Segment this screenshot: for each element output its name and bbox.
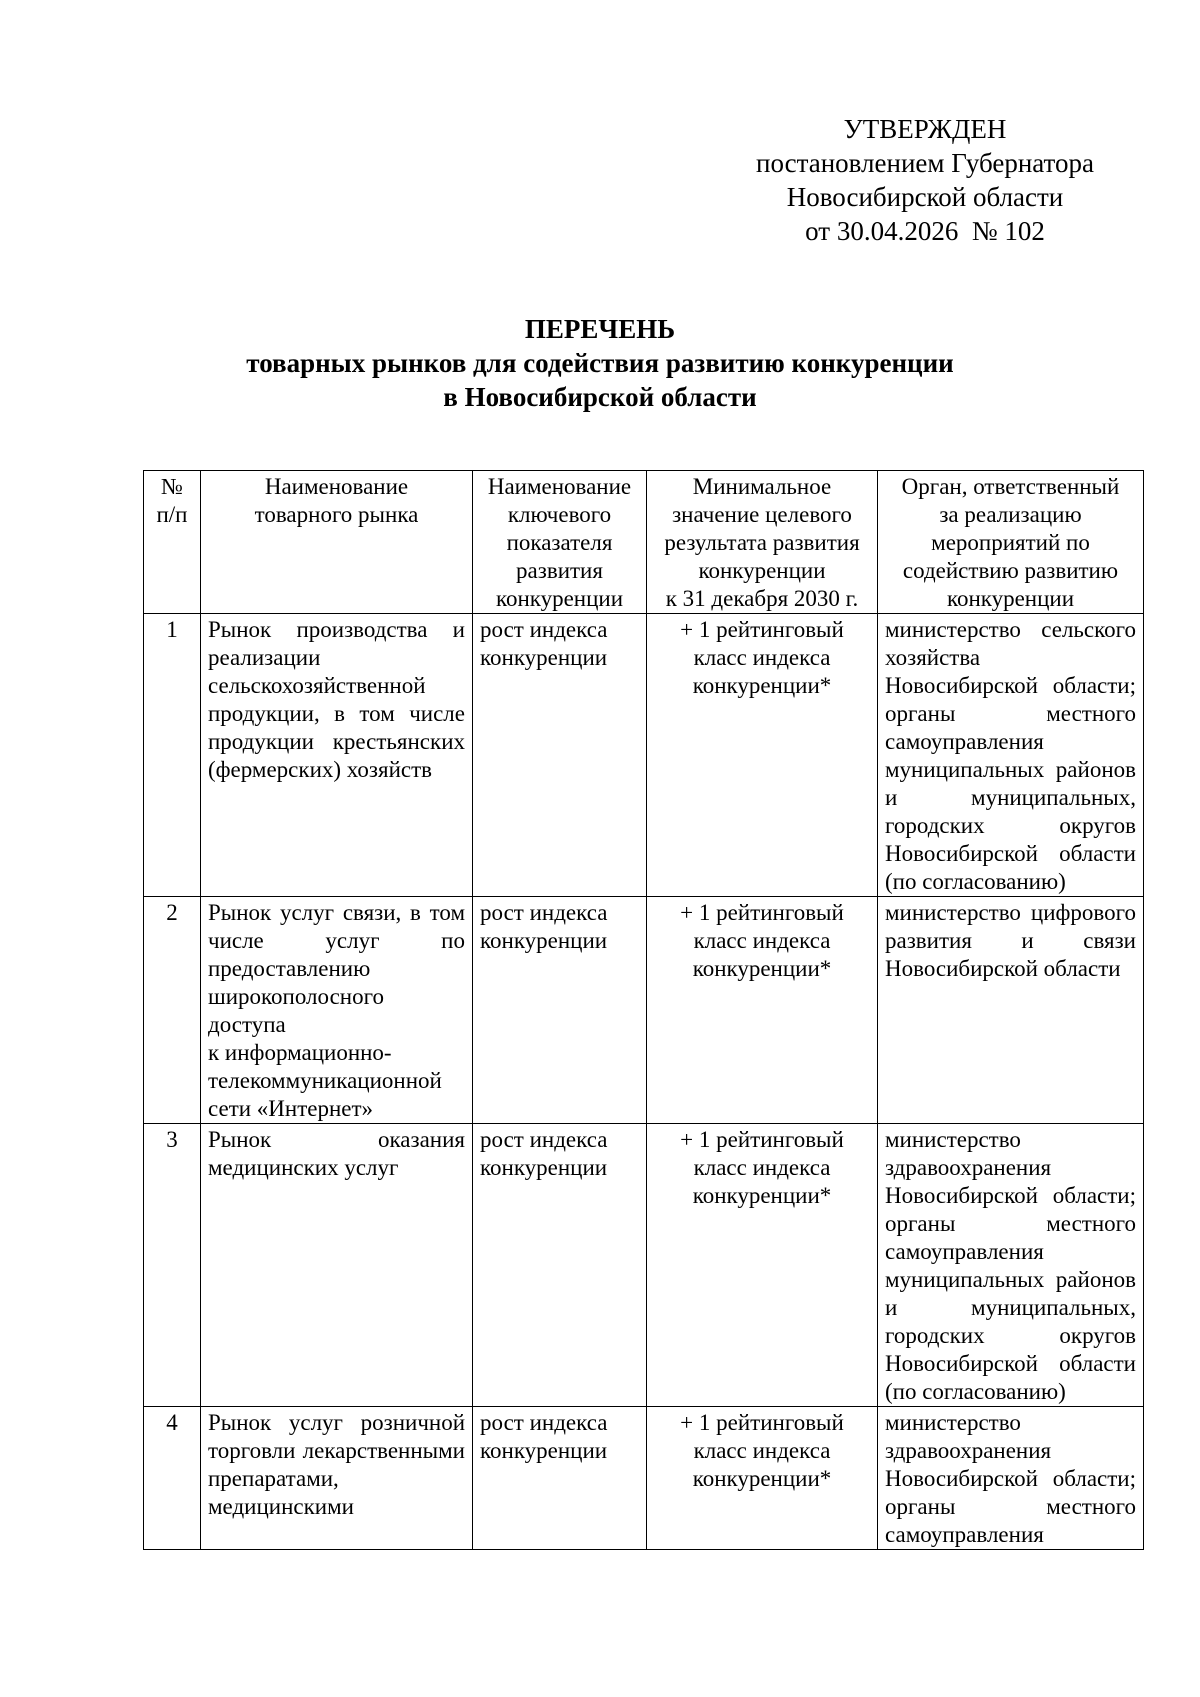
header-target-line: результата развития bbox=[664, 530, 860, 555]
target-line: конкуренции* bbox=[692, 1466, 832, 1491]
responsible-body: министерство здравоохранения Новосибирской области; органы местного самоуправления bbox=[878, 1407, 1144, 1550]
header-market-line: Наименование bbox=[264, 474, 409, 499]
title-subject: товарных рынков для содействия развитию конкуренции bbox=[246, 348, 954, 378]
header-indicator-line: Наименование bbox=[487, 474, 632, 499]
market-name bbox=[201, 897, 473, 1124]
header-organ-line: конкуренции bbox=[946, 586, 1075, 611]
target-line: + 1 рейтинговый bbox=[680, 900, 844, 925]
header-market-line: товарного рынка bbox=[254, 502, 419, 527]
approval-date-number: от 30.04.2026 № 102 bbox=[805, 216, 1045, 246]
target-line: класс индекса bbox=[693, 1438, 831, 1463]
header-organ-line: содействию развитию bbox=[902, 558, 1119, 583]
header-market-name bbox=[201, 471, 473, 614]
table-header-row bbox=[144, 471, 1144, 614]
header-organ-line: Орган, ответственный bbox=[901, 474, 1120, 499]
approval-decree: постановлением Губернатора bbox=[756, 148, 1094, 178]
target-value bbox=[647, 897, 878, 1124]
responsible-body: министерство сельского хозяйства Новосибирской области; органы местного самоуправления муниципальных районов и муниципальных, городских округов Новосибирской области (по согласованию) bbox=[878, 614, 1144, 897]
responsible-body: министерство здравоохранения Новосибирской области; органы местного самоуправления муниципальных районов и муниципальных, городских округов Новосибирской области (по согласованию) bbox=[878, 1124, 1144, 1407]
header-organ-line: за реализацию bbox=[939, 502, 1082, 527]
target-line: класс индекса bbox=[693, 645, 831, 670]
market-name: Рынок оказания медицинских услуг bbox=[201, 1124, 473, 1407]
header-target-line: к 31 декабря 2030 г. bbox=[665, 586, 859, 611]
table-row bbox=[144, 1124, 1144, 1407]
markets-table bbox=[143, 470, 1144, 1550]
header-target-line: конкуренции bbox=[698, 558, 826, 583]
row-number: 3 bbox=[144, 1124, 201, 1407]
approval-heading: УТВЕРЖДЕН bbox=[843, 114, 1007, 144]
header-target-line: Минимальное bbox=[692, 474, 832, 499]
market-name-part: к информационно-телекоммуникационной сети «Интернет» bbox=[208, 1040, 442, 1121]
document-title bbox=[100, 312, 1100, 414]
header-indicator-line: ключевого bbox=[507, 502, 612, 527]
market-name: Рынок производства и реализации сельскохозяйственной продукции, в том числе продукции крестьянских (фермерских) хозяйств bbox=[201, 614, 473, 897]
target-line: + 1 рейтинговый bbox=[680, 1410, 844, 1435]
responsible-body: министерство цифрового развития и связи Новосибирской области bbox=[878, 897, 1144, 1124]
header-number-line: № bbox=[161, 474, 183, 499]
target-line: + 1 рейтинговый bbox=[680, 1127, 844, 1152]
header-indicator-line: конкуренции bbox=[495, 586, 624, 611]
header-indicator-line: развития bbox=[516, 558, 603, 583]
header-number-line: п/п bbox=[156, 502, 188, 527]
target-line: класс индекса bbox=[693, 928, 831, 953]
table-row bbox=[144, 1407, 1144, 1550]
target-value bbox=[647, 1124, 878, 1407]
key-indicator: рост индекса конкуренции bbox=[473, 614, 647, 897]
approval-stamp bbox=[735, 112, 1115, 248]
row-number: 2 bbox=[144, 897, 201, 1124]
target-value bbox=[647, 1407, 878, 1550]
target-line: конкуренции* bbox=[692, 1183, 832, 1208]
header-indicator-line: показателя bbox=[506, 530, 613, 555]
key-indicator: рост индекса конкуренции bbox=[473, 897, 647, 1124]
target-line: конкуренции* bbox=[692, 673, 832, 698]
header-target-line: значение целевого bbox=[672, 502, 852, 527]
title-region: в Новосибирской области bbox=[443, 382, 757, 412]
row-number: 1 bbox=[144, 614, 201, 897]
header-target-value bbox=[647, 471, 878, 614]
title-heading: ПЕРЕЧЕНЬ bbox=[524, 314, 676, 344]
header-number bbox=[144, 471, 201, 614]
target-line: + 1 рейтинговый bbox=[680, 617, 844, 642]
table-row bbox=[144, 897, 1144, 1124]
table-row bbox=[144, 614, 1144, 897]
row-number: 4 bbox=[144, 1407, 201, 1550]
header-responsible-body bbox=[878, 471, 1144, 614]
target-value bbox=[647, 614, 878, 897]
target-line: класс индекса bbox=[693, 1155, 831, 1180]
header-indicator bbox=[473, 471, 647, 614]
key-indicator: рост индекса конкуренции bbox=[473, 1407, 647, 1550]
market-name-part: Рынок услуг связи, в том числе услуг по предоставлению широкополосного доступа bbox=[208, 900, 465, 1037]
key-indicator: рост индекса конкуренции bbox=[473, 1124, 647, 1407]
target-line: конкуренции* bbox=[692, 956, 832, 981]
approval-region: Новосибирской области bbox=[786, 182, 1064, 212]
header-organ-line: мероприятий по bbox=[931, 530, 1090, 555]
market-name: Рынок услуг розничной торговли лекарственными препаратами, медицинскими bbox=[201, 1407, 473, 1550]
